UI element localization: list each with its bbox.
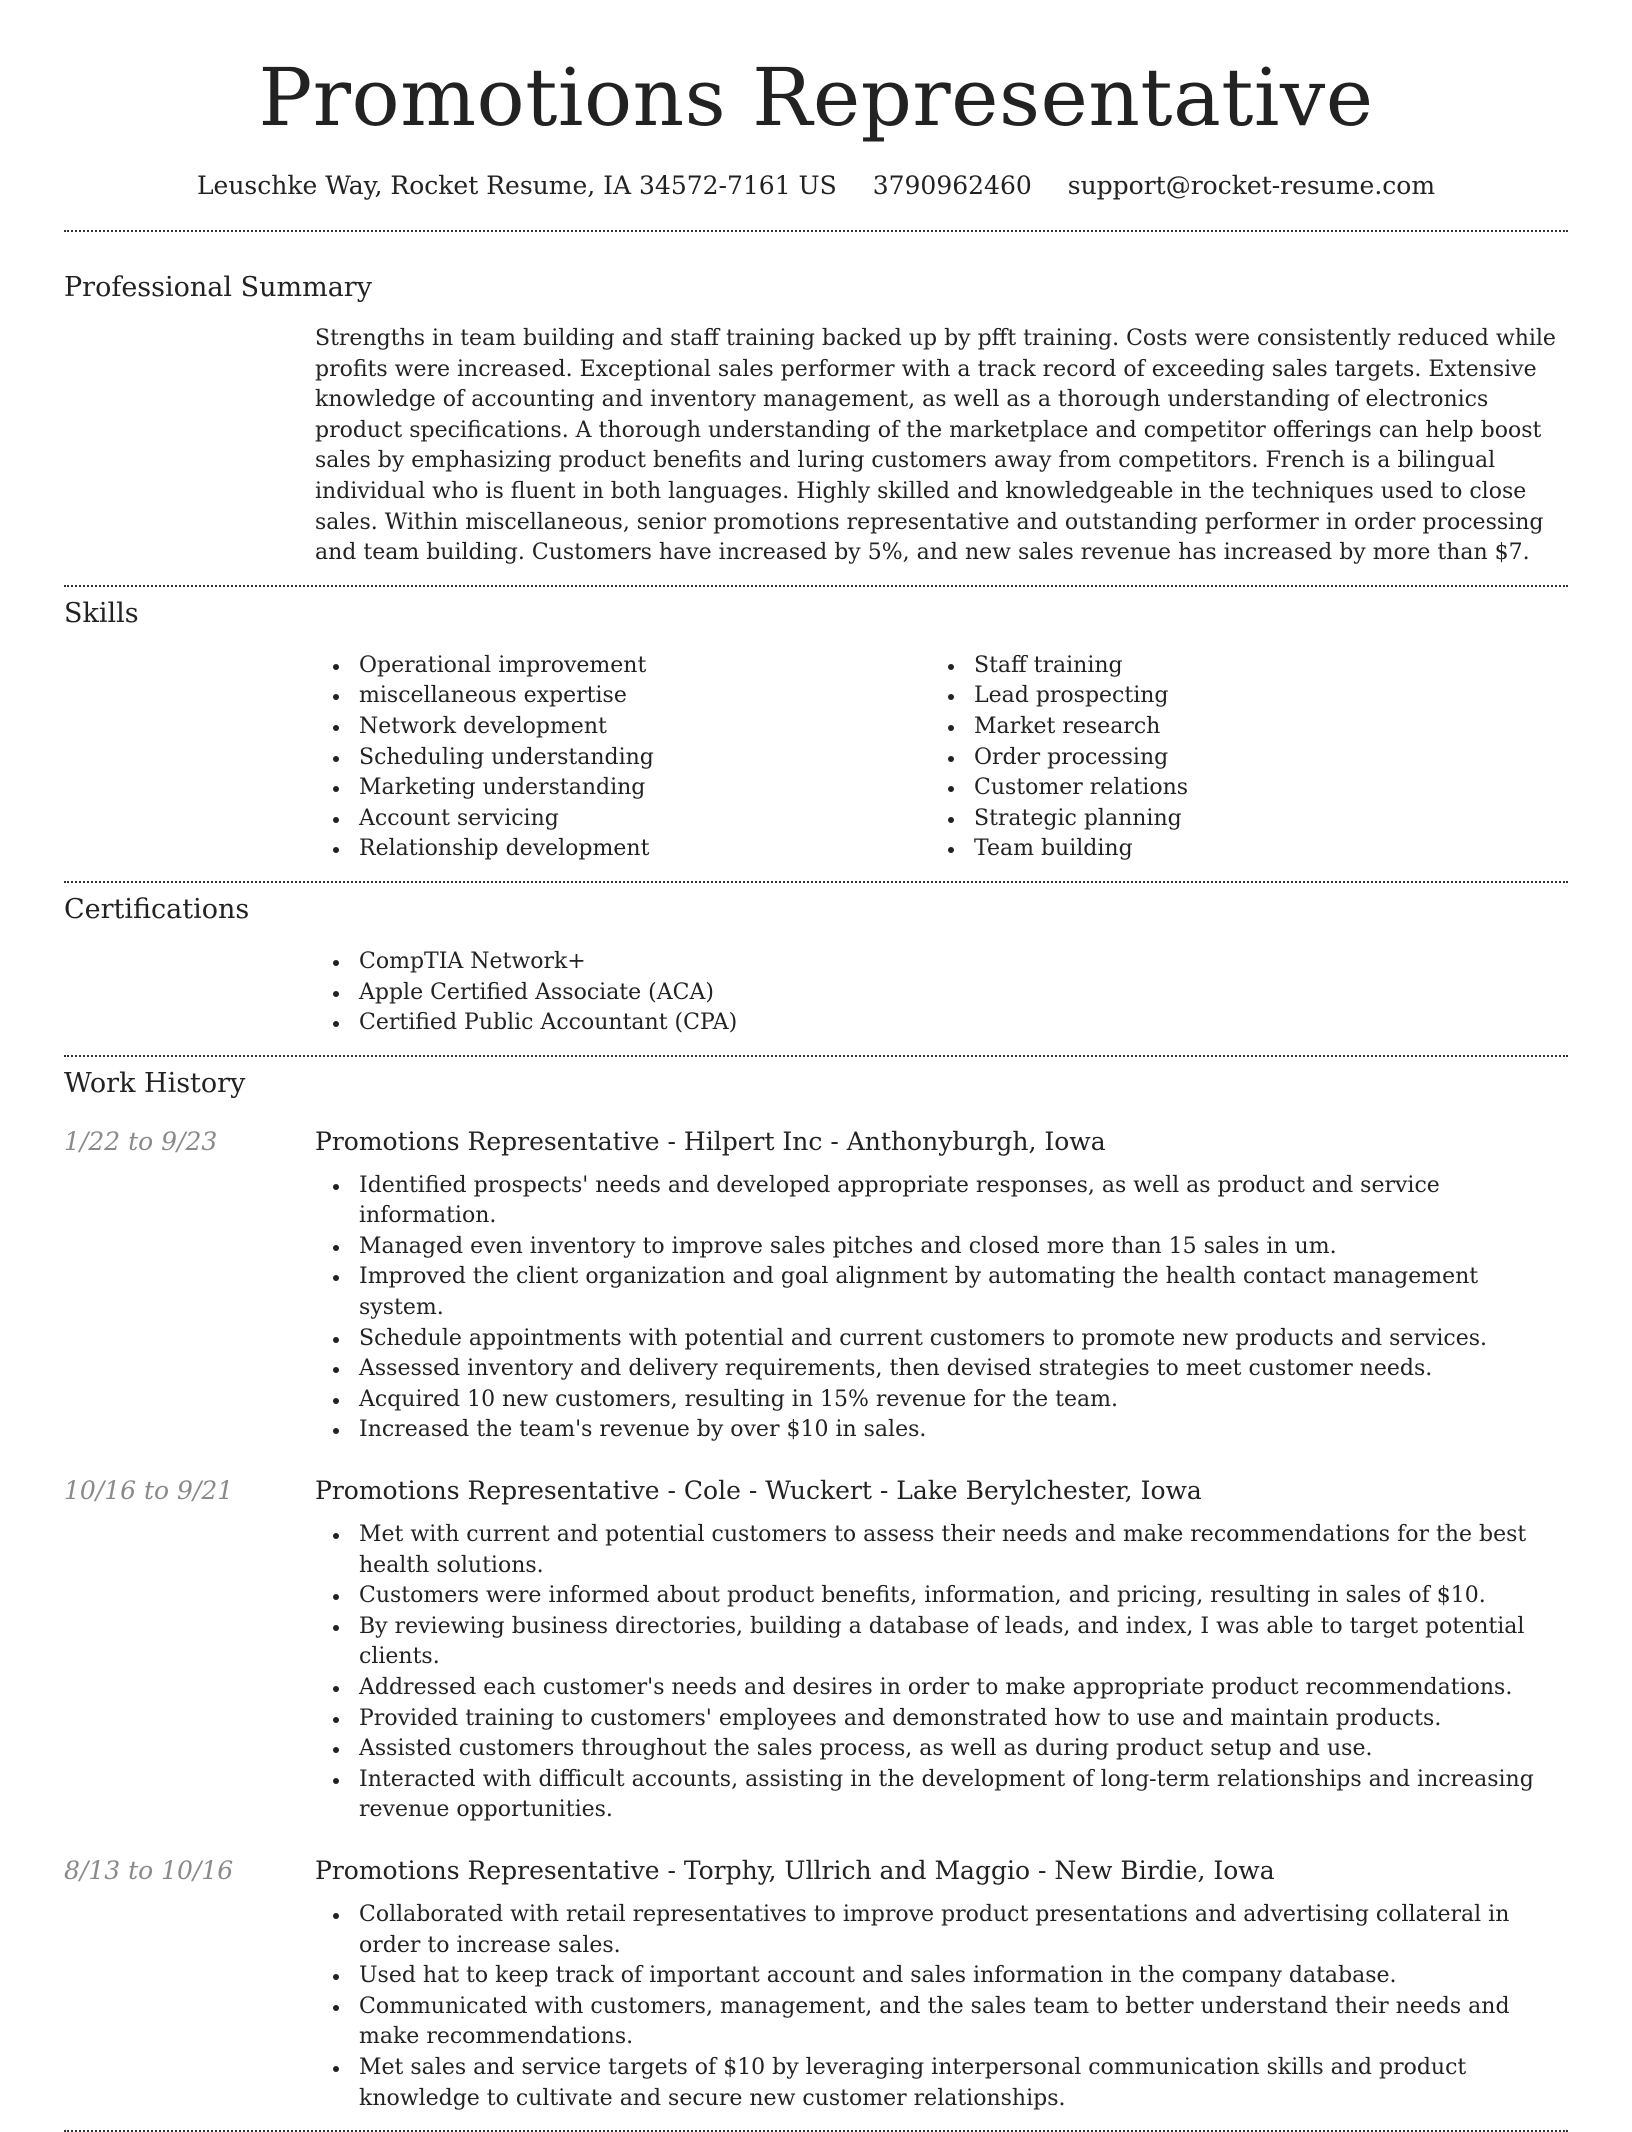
- job-bullet: Used hat to keep track of important account and sales information in the company database.: [359, 1961, 1568, 1992]
- job-bullets: [315, 1900, 1568, 2114]
- skill-item: Relationship development: [359, 834, 930, 865]
- job-bullet: By reviewing business directories, building a database of leads, and index, I was able to target potential clients.: [359, 1612, 1568, 1673]
- summary-text: Strengths in team building and staff training backed up by pfft training. Costs were consistently reduced while profits were increased. Exceptional sales performer with a track record of exceeding sales targets. Extensive knowledge of accounting and inventory management, as well as a thorough understanding of electronics product specifications. A thorough understanding of the marketplace and competitor offerings can help boost sales by emphasizing product benefits and luring customers away from competitors. French is a bilingual individual who is fluent in both languages. Highly skilled and knowledgeable in the techniques used to close sales. Within miscellaneous, senior promotions representative and outstanding performer in order processing and team building. Customers have increased by 5%, and new sales revenue has increased by more than $7.: [315, 326, 1556, 566]
- job-bullets: [315, 1520, 1568, 1826]
- skill-item: Staff training: [974, 651, 1545, 682]
- certification-item: Apple Certified Associate (ACA): [359, 978, 1568, 1009]
- job-dates: 10/16 to 9/21: [64, 1476, 234, 1506]
- skills-column-left: [315, 651, 930, 865]
- skill-item: Team building: [974, 834, 1545, 865]
- skill-item: miscellaneous expertise: [359, 681, 930, 712]
- contact-phone: 3790962460: [872, 171, 1032, 200]
- job-bullet: Met sales and service targets of $10 by leveraging interpersonal communication skills and product knowledge to cultivate and secure new customer relationships.: [359, 2053, 1568, 2114]
- job-bullets: [315, 1171, 1568, 1446]
- summary-content: [315, 324, 1568, 569]
- skill-item: Market research: [974, 712, 1545, 743]
- job-header: [64, 1474, 1568, 1508]
- job-entry: [64, 1474, 1568, 1826]
- skill-item: Lead prospecting: [974, 681, 1545, 712]
- job-bullet: Schedule appointments with potential and current customers to promote new products and services.: [359, 1324, 1568, 1355]
- contact-email: support@rocket-resume.com: [1067, 171, 1436, 200]
- skill-item: Customer relations: [974, 773, 1545, 804]
- section-divider: [64, 881, 1568, 883]
- job-entry: [64, 1125, 1568, 1446]
- job-title: Promotions Representative - Torphy, Ullrich and Maggio - New Birdie, Iowa: [315, 1855, 1275, 1885]
- contact-address: Leuschke Way, Rocket Resume, IA 34572-7161 US: [196, 171, 837, 200]
- skill-item: Account servicing: [359, 804, 930, 835]
- skill-item: Marketing understanding: [359, 773, 930, 804]
- job-bullet: Improved the client organization and goal alignment by automating the health contact management system.: [359, 1262, 1568, 1323]
- job-bullet: Collaborated with retail representatives to improve product presentations and advertising collateral in order to increase sales.: [359, 1900, 1568, 1961]
- job-dates: 1/22 to 9/23: [64, 1126, 218, 1156]
- skills-grid: [315, 651, 1568, 865]
- skill-item: Operational improvement: [359, 651, 930, 682]
- certifications-section: [64, 893, 1568, 1039]
- skill-item: Network development: [359, 712, 930, 743]
- section-title-work-history: Work History: [64, 1067, 246, 1099]
- section-title-skills: Skills: [64, 597, 139, 629]
- job-bullet: Interacted with difficult accounts, assisting in the development of long-term relationships and increasing revenue opportunities.: [359, 1765, 1568, 1826]
- skills-column-right: [930, 651, 1545, 865]
- job-dates: 8/13 to 10/16: [64, 1855, 234, 1885]
- job-entry: [64, 1854, 1568, 2114]
- job-bullet: Assessed inventory and delivery requirements, then devised strategies to meet customer needs.: [359, 1354, 1568, 1385]
- job-header: [64, 1125, 1568, 1159]
- job-bullet: Acquired 10 new customers, resulting in 15% revenue for the team.: [359, 1385, 1568, 1416]
- header-divider: [64, 230, 1568, 232]
- candidate-name: Promotions Representative: [258, 51, 1374, 144]
- certification-item: Certified Public Accountant (CPA): [359, 1008, 1568, 1039]
- job-bullet: Customers were informed about product benefits, information, and pricing, resulting in sales of $10.: [359, 1581, 1568, 1612]
- job-bullet: Increased the team's revenue by over $10 in sales.: [359, 1415, 1568, 1446]
- job-bullet: Identified prospects' needs and developed appropriate responses, as well as product and service information.: [359, 1171, 1568, 1232]
- section-title-certifications: Certifications: [64, 893, 250, 925]
- certifications-content: [315, 947, 1568, 1039]
- skills-section: [64, 597, 1568, 865]
- skill-item: Order processing: [974, 743, 1545, 774]
- work-history-section: [64, 1067, 1568, 2114]
- skill-item: Strategic planning: [974, 804, 1545, 835]
- section-title-summary: Professional Summary: [64, 272, 372, 303]
- section-divider: [64, 1055, 1568, 1057]
- job-title: Promotions Representative - Hilpert Inc - Anthonyburgh, Iowa: [315, 1126, 1106, 1156]
- job-bullet: Addressed each customer's needs and desires in order to make appropriate product recommendations.: [359, 1673, 1568, 1704]
- job-bullet: Provided training to customers' employees and demonstrated how to use and maintain products.: [359, 1704, 1568, 1735]
- job-bullet: Met with current and potential customers to assess their needs and make recommendations for the best health solutions.: [359, 1520, 1568, 1581]
- certification-item: CompTIA Network+: [359, 947, 1568, 978]
- contact-line: [64, 170, 1568, 202]
- job-bullet: Communicated with customers, management, and the sales team to better understand their needs and make recommendations.: [359, 1992, 1568, 2053]
- job-bullet: Assisted customers throughout the sales process, as well as during product setup and use.: [359, 1734, 1568, 1765]
- resume-page: [64, 0, 1568, 2132]
- professional-summary-section: [64, 271, 1568, 569]
- job-bullet: Managed even inventory to improve sales pitches and closed more than 15 sales in um.: [359, 1232, 1568, 1263]
- job-header: [64, 1854, 1568, 1888]
- section-divider: [64, 585, 1568, 587]
- skill-item: Scheduling understanding: [359, 743, 930, 774]
- job-title: Promotions Representative - Cole - Wuckert - Lake Berylchester, Iowa: [315, 1476, 1202, 1506]
